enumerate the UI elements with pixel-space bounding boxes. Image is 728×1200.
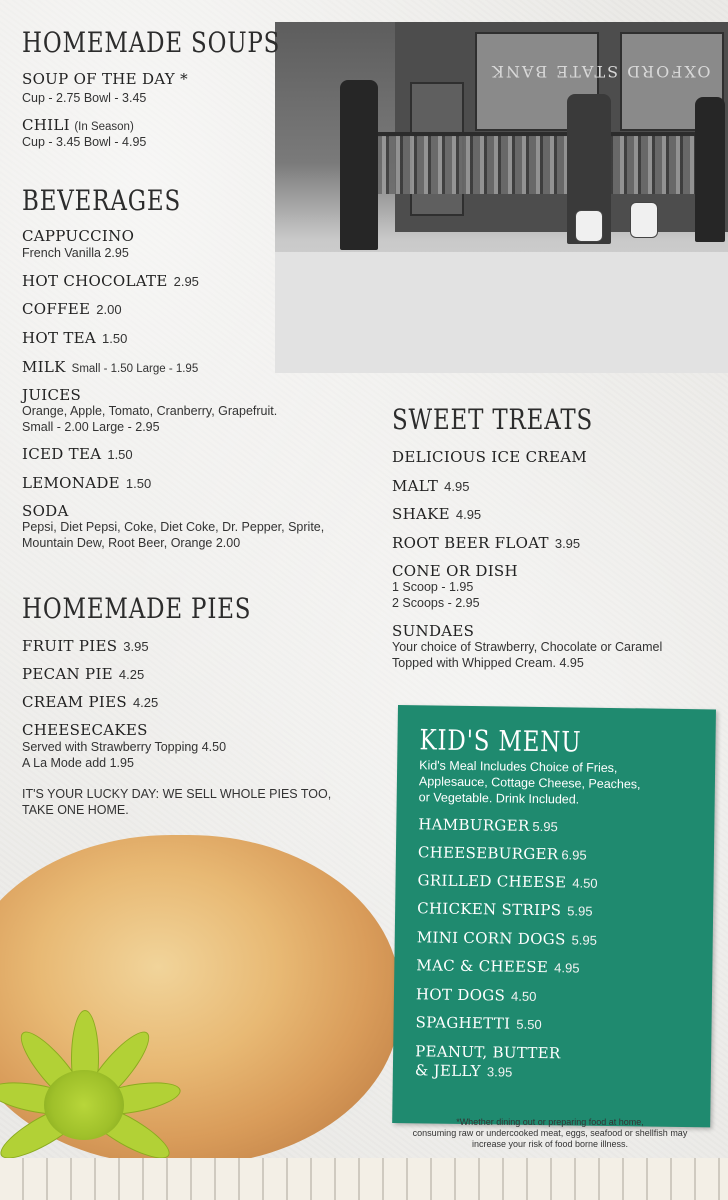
disclaimer-line: *Whether dining out or preparing food at home, <box>456 1117 644 1127</box>
photo-dog <box>630 202 658 238</box>
menu-item <box>22 358 198 377</box>
historic-bank-photo <box>275 22 728 373</box>
treats-heading: SWEET TREATS <box>392 403 594 436</box>
item-price: 5.95 <box>571 932 598 948</box>
item-desc: Small - 2.00 Large - 2.95 <box>22 420 160 434</box>
picket-fence <box>0 1158 728 1200</box>
item-name: HOT TEA <box>22 329 97 347</box>
item-desc: Cup - 3.45 Bowl - 4.95 <box>22 135 147 149</box>
item-name: ICED TEA <box>22 445 102 463</box>
kids-intro: or Vegetable. Drink Included. <box>418 790 580 807</box>
kids-intro: Kid's Meal Includes Choice of Fries, <box>419 758 618 776</box>
photo-hanging-rabbits <box>375 136 715 194</box>
menu-item <box>22 637 149 656</box>
photo-bank-sign: OXFORD STATE BANK <box>490 62 711 81</box>
item-name: CHEESEBURGER <box>417 843 559 864</box>
item-desc: Cup - 2.75 Bowl - 3.45 <box>22 91 147 105</box>
food-safety-disclaimer <box>395 1117 705 1150</box>
photo-dog <box>575 210 603 242</box>
item-desc: 2 Scoops - 2.95 <box>392 596 480 610</box>
item-name: SHAKE <box>392 505 450 523</box>
item-desc: Topped with Whipped Cream. 4.95 <box>392 656 584 670</box>
item-name: ROOT BEER FLOAT <box>392 534 549 552</box>
menu-item <box>22 693 158 712</box>
item-price: 5.50 <box>516 1016 542 1033</box>
item-name: SPAGHETTI <box>415 1013 511 1033</box>
item-name: CHILI <box>22 116 70 134</box>
item-name: HOT DOGS <box>415 985 506 1005</box>
item-name: JUICES <box>22 386 82 404</box>
pies-note: TAKE ONE HOME. <box>22 803 129 817</box>
item-price: 5.95 <box>532 818 558 835</box>
photo-snow <box>275 252 728 373</box>
item-name: HOT CHOCOLATE <box>22 272 168 290</box>
item-price: 1.50 <box>102 331 128 346</box>
menu-item <box>417 871 597 893</box>
kids-intro: Applesauce, Cottage Cheese, Peaches, <box>418 774 641 792</box>
disclaimer-line: increase your risk of food borne illness. <box>471 1139 629 1149</box>
menu-item <box>22 665 144 684</box>
menu-item <box>416 956 579 977</box>
item-name: SOUP OF THE DAY * <box>22 70 188 88</box>
menu-item <box>22 445 133 464</box>
item-desc: A La Mode add 1.95 <box>22 756 134 770</box>
item-price: 5.95 <box>567 903 593 919</box>
item-price: 2.00 <box>96 302 122 317</box>
item-name: CHICKEN STRIPS <box>417 899 562 920</box>
item-price: 2.95 <box>173 274 199 289</box>
item-desc: Orange, Apple, Tomato, Cranberry, Grapefruit. <box>22 404 278 418</box>
item-desc: Your choice of Strawberry, Chocolate or Caramel <box>392 640 663 654</box>
menu-item <box>22 329 127 348</box>
menu-item <box>22 70 188 89</box>
item-desc: 1 Scoop - 1.95 <box>392 580 474 594</box>
item-name: CREAM PIES <box>22 693 127 711</box>
item-price: 4.95 <box>444 479 470 494</box>
item-price: 4.50 <box>572 875 598 891</box>
item-name: MINI CORN DOGS <box>416 928 566 949</box>
item-desc: Pepsi, Diet Pepsi, Coke, Diet Coke, Dr. Pepper, Sprite, <box>22 520 325 534</box>
pies-heading: HOMEMADE PIES <box>22 592 252 625</box>
item-price: 4.25 <box>118 667 145 682</box>
item-desc: Mountain Dew, Root Beer, Orange 2.00 <box>22 536 241 550</box>
item-price: 4.95 <box>455 507 482 522</box>
flower-center <box>44 1070 124 1140</box>
menu-item <box>22 721 148 740</box>
menu-item <box>417 928 597 950</box>
item-name: MALT <box>392 477 439 495</box>
item-name: DELICIOUS ICE CREAM <box>392 448 587 466</box>
soups-heading: HOMEMADE SOUPS <box>22 26 281 59</box>
menu-item <box>418 843 587 864</box>
disclaimer-line: consuming raw or undercooked meat, eggs, seafood or shellfish may <box>412 1128 688 1138</box>
menu-item <box>418 815 558 836</box>
kids-heading: KID'S MENU <box>419 723 582 759</box>
kids-menu-panel <box>392 705 716 1127</box>
item-price: 3.95 <box>486 1064 513 1080</box>
item-name: CHEESECAKES <box>22 721 148 739</box>
beverages-heading: BEVERAGES <box>22 184 182 217</box>
menu-item <box>22 116 134 135</box>
menu-item <box>417 899 593 920</box>
menu-item <box>415 1061 513 1081</box>
menu-item <box>22 272 199 291</box>
menu-item <box>392 477 469 496</box>
photo-man <box>340 80 378 250</box>
menu-item <box>22 474 151 493</box>
item-name: LEMONADE <box>22 474 120 492</box>
item-name: HAMBURGER <box>418 815 530 835</box>
menu-item <box>392 534 580 553</box>
item-name: & JELLY <box>414 1061 482 1081</box>
item-name: MILK <box>22 358 66 376</box>
item-name: CONE OR DISH <box>392 562 518 580</box>
item-price: 3.95 <box>554 536 581 551</box>
item-price: 4.50 <box>510 988 537 1004</box>
item-name: PECAN PIE <box>22 665 113 683</box>
item-price: 1.50 <box>125 476 152 491</box>
item-price: 6.95 <box>561 847 587 863</box>
item-note: (In Season) <box>74 121 134 133</box>
menu-item <box>415 1013 541 1034</box>
item-name: GRILLED CHEESE <box>417 871 567 892</box>
item-name: SODA <box>22 502 69 520</box>
item-price: Small - 1.50 Large - 1.95 <box>71 363 199 375</box>
item-name: SUNDAES <box>392 622 475 640</box>
item-desc: French Vanilla 2.95 <box>22 246 129 260</box>
item-name: FRUIT PIES <box>22 637 118 655</box>
menu-item <box>416 985 537 1006</box>
item-name: MAC & CHEESE <box>416 956 549 977</box>
menu-item <box>415 1042 561 1063</box>
item-price: 1.50 <box>107 447 133 462</box>
pies-note: IT'S YOUR LUCKY DAY: WE SELL WHOLE PIES TOO, <box>22 787 332 801</box>
item-name: PEANUT, BUTTER <box>415 1042 561 1063</box>
menu-item <box>22 227 134 246</box>
menu-item <box>392 448 587 467</box>
item-desc: Served with Strawberry Topping 4.50 <box>22 740 227 754</box>
item-name: COFFEE <box>22 300 91 318</box>
item-price: 4.25 <box>132 695 159 710</box>
item-price: 3.95 <box>123 639 149 654</box>
menu-item <box>22 300 122 319</box>
item-price: 4.95 <box>554 960 580 976</box>
item-name: CAPPUCCINO <box>22 227 135 245</box>
menu-item <box>392 505 481 524</box>
photo-man <box>695 97 725 242</box>
